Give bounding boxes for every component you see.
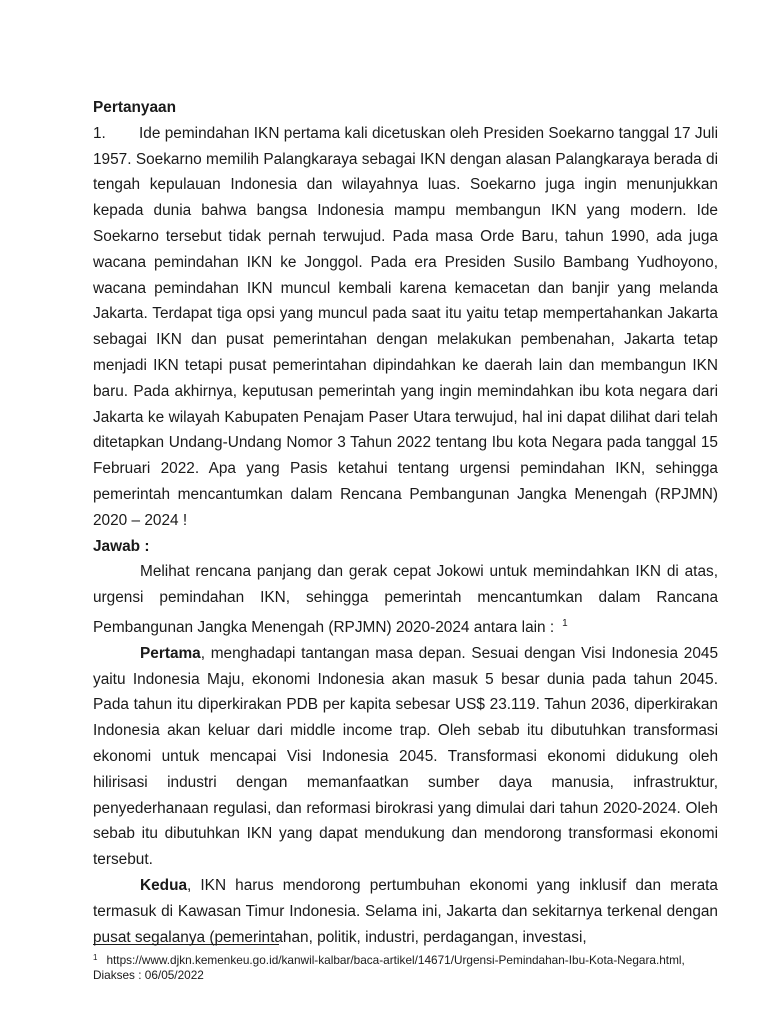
section-heading: Pertanyaan [93,99,176,116]
point-second-lead: Kedua [140,876,188,894]
question-number: 1. [93,124,106,142]
point-first-text: , menghadapi tantangan masa depan. Sesuai dengan Visi Indonesia 2045 yaitu Indonesia Maju, ekonomi Indonesia akan masuk 5 besar dunia pada tahun 2045. Pada tahun itu diperkirakan PDB per kapita sebesar US$ 23.119. Tahun 2036, diperkirakan Indonesia akan keluar dari middle income trap. Oleh sebab itu dibutuhkan transformasi ekonomi untuk mencapai Visi Indonesia 2045. Transformasi ekonomi didukung oleh hilirisasi industri dengan memanfaatkan sumber daya manusia, infrastruktur, penyederhanaan regulasi, dan reformasi birokrasi yang dimulai dari tahun 2020-2024. Oleh sebab itu dibutuhkan IKN yang dapat mendukung dan mendorong transformasi ekonomi tersebut. [93,644,718,869]
answer-heading: Jawab : [93,537,150,555]
point-second-text: , IKN harus mendorong pertumbuhan ekonomi yang inklusif dan merata termasuk di Kawasan Timur Indonesia. Selama ini, Jakarta dan sekitarnya terkenal dengan pusat segalanya (pemerintahan, politik, industri, perdagangan, investasi, [93,876,718,946]
point-first-lead: Pertama [140,644,201,662]
document-body [93,95,718,950]
footnote-separator [93,944,279,945]
footnote-reference: 1 [562,617,568,629]
question-text: Ide pemindahan IKN pertama kali dicetuskan oleh Presiden Soekarno tanggal 17 Juli 1957. Soekarno memilih Palangkaraya sebagai IKN dengan alasan Palangkaraya berada di tengah kepulauan Indonesia dan wilayahnya luas. Soekarno juga ingin menunjukkan kepada dunia bahwa bangsa Indonesia mampu membangun IKN yang modern. Ide Soekarno tersebut tidak pernah terwujud. Pada masa Orde Baru, tahun 1990, ada juga wacana pemindahan IKN ke Jonggol. Pada era Presiden Susilo Bambang Yudhoyono, wacana pemindahan IKN muncul kembali karena kemacetan dan banjir yang melanda Jakarta. Terdapat tiga opsi yang muncul pada saat itu yaitu tetap mempertahankan Jakarta sebagai IKN dan pusat pemerintahan dengan melakukan pembenahan, Jakarta tetap menjadi IKN tetapi pusat pemerintahan dipindahkan ke daerah lain dan membangun IKN baru. Pada akhirnya, keputusan pemerintah yang ingin memindahkan ibu kota negara dari Jakarta ke wilayah Kabupaten Penajam Paser Utara terwujud, hal ini dapat dilihat dari telah ditetapkan Undang-Undang Nomor 3 Tahun 2022 tentang Ibu kota Negara pada tanggal 15 Februari 2022. Apa yang Pasis ketahui tentang urgensi pemindahan IKN, sehingga pemerintah mencantumkan dalam Rencana Pembangunan Jangka Menengah (RPJMN) 2020 – 2024 ! [93,124,718,529]
point-first-paragraph [93,641,718,873]
answer-intro-text: Melihat rencana panjang dan gerak cepat Jokowi untuk memindahkan IKN di atas, urgensi pemindahan IKN, sehingga pemerintah mencantumkan dalam Rancana Pembangunan Jangka Menengah (RPJMN) 2020-2024 antara lain : [93,563,718,636]
point-second-paragraph [93,873,718,950]
footnote-text: https://www.djkn.kemenkeu.go.id/kanwil-kalbar/baca-artikel/14671/Urgensi-Pemindahan-Ibu-Kota-Negara.html, Diakses : 06/05/2022 [93,953,685,982]
question-paragraph [93,121,718,534]
footnote [93,950,693,983]
footnote-number: 1 [93,953,98,962]
answer-intro-paragraph [93,559,718,640]
